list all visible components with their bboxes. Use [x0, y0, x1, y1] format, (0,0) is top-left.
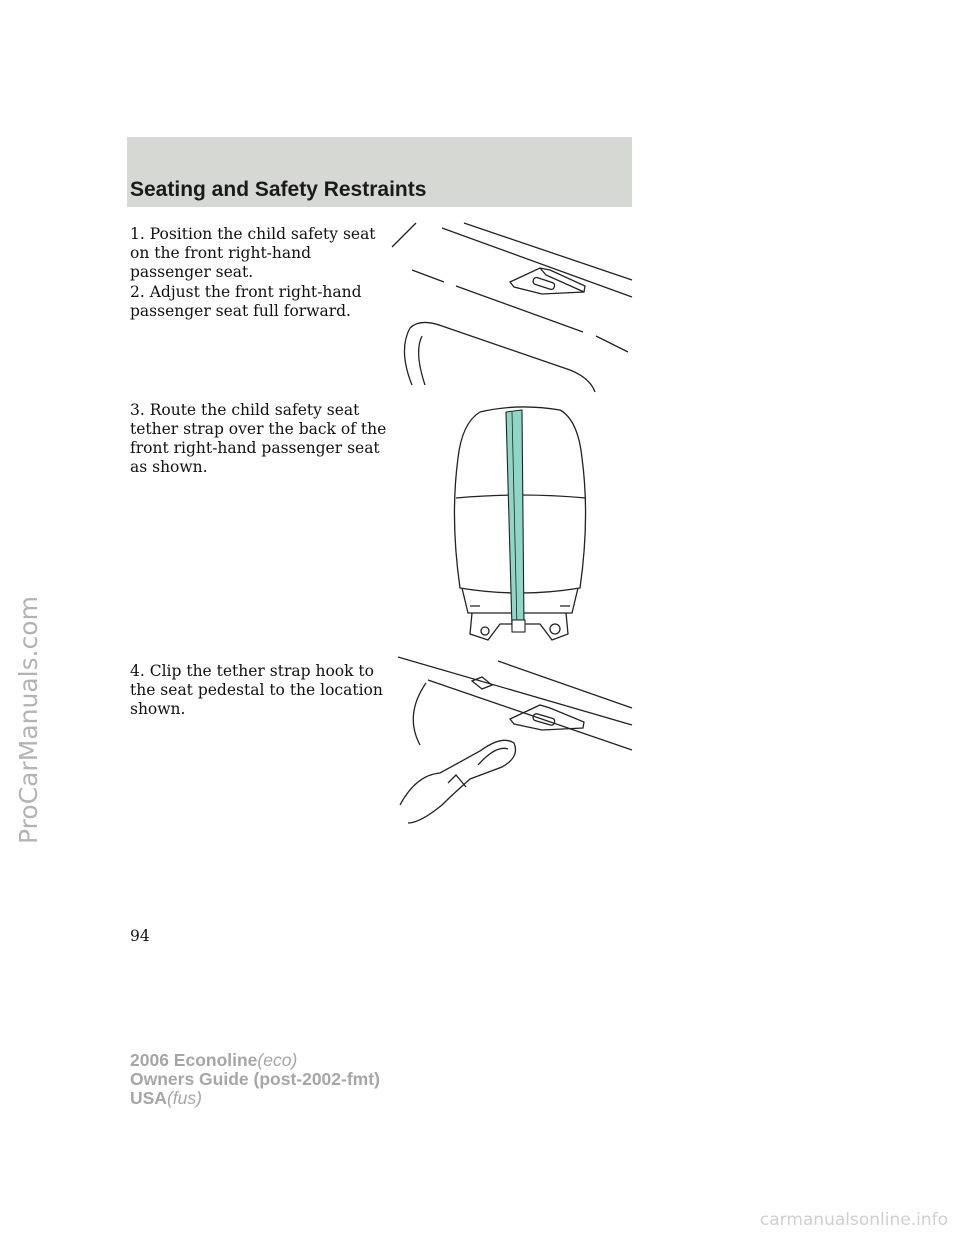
step-3-text: 3. Route the child safety seat tether strap over the back of the front right-hand passenger seat as shown. — [130, 401, 387, 476]
tether-hook-illustration — [390, 655, 635, 830]
section-title: Seating and Safety Restraints — [130, 178, 427, 201]
tether-strap — [506, 410, 525, 632]
footer-guide: Owners Guide (post-2002-fmt) — [130, 1069, 380, 1089]
footer-line-1 — [130, 1051, 380, 1070]
footer-line-3 — [130, 1089, 380, 1108]
side-watermark: ProCarManuals.com — [14, 596, 43, 844]
footer-market: USA — [130, 1088, 167, 1108]
step-2-text: 2. Adjust the front right-hand passenger seat full forward. — [130, 283, 362, 320]
document-footer — [130, 1051, 380, 1108]
page-number: 94 — [130, 927, 150, 945]
seat-anchor-illustration — [390, 220, 635, 395]
bottom-watermark: carmanualsonline.info — [759, 1210, 948, 1230]
footer-model: 2006 Econoline — [130, 1050, 258, 1070]
footer-line-2 — [130, 1070, 380, 1089]
step-1-text: 1. Position the child safety seat on the front right-hand passenger seat. — [130, 225, 376, 281]
footer-model-code: (eco) — [257, 1050, 298, 1070]
footer-market-code: (fus) — [166, 1088, 202, 1108]
step-4-text: 4. Clip the tether strap hook to the seat pedestal to the location shown. — [130, 662, 383, 718]
seat-back-tether-illustration — [440, 398, 600, 646]
